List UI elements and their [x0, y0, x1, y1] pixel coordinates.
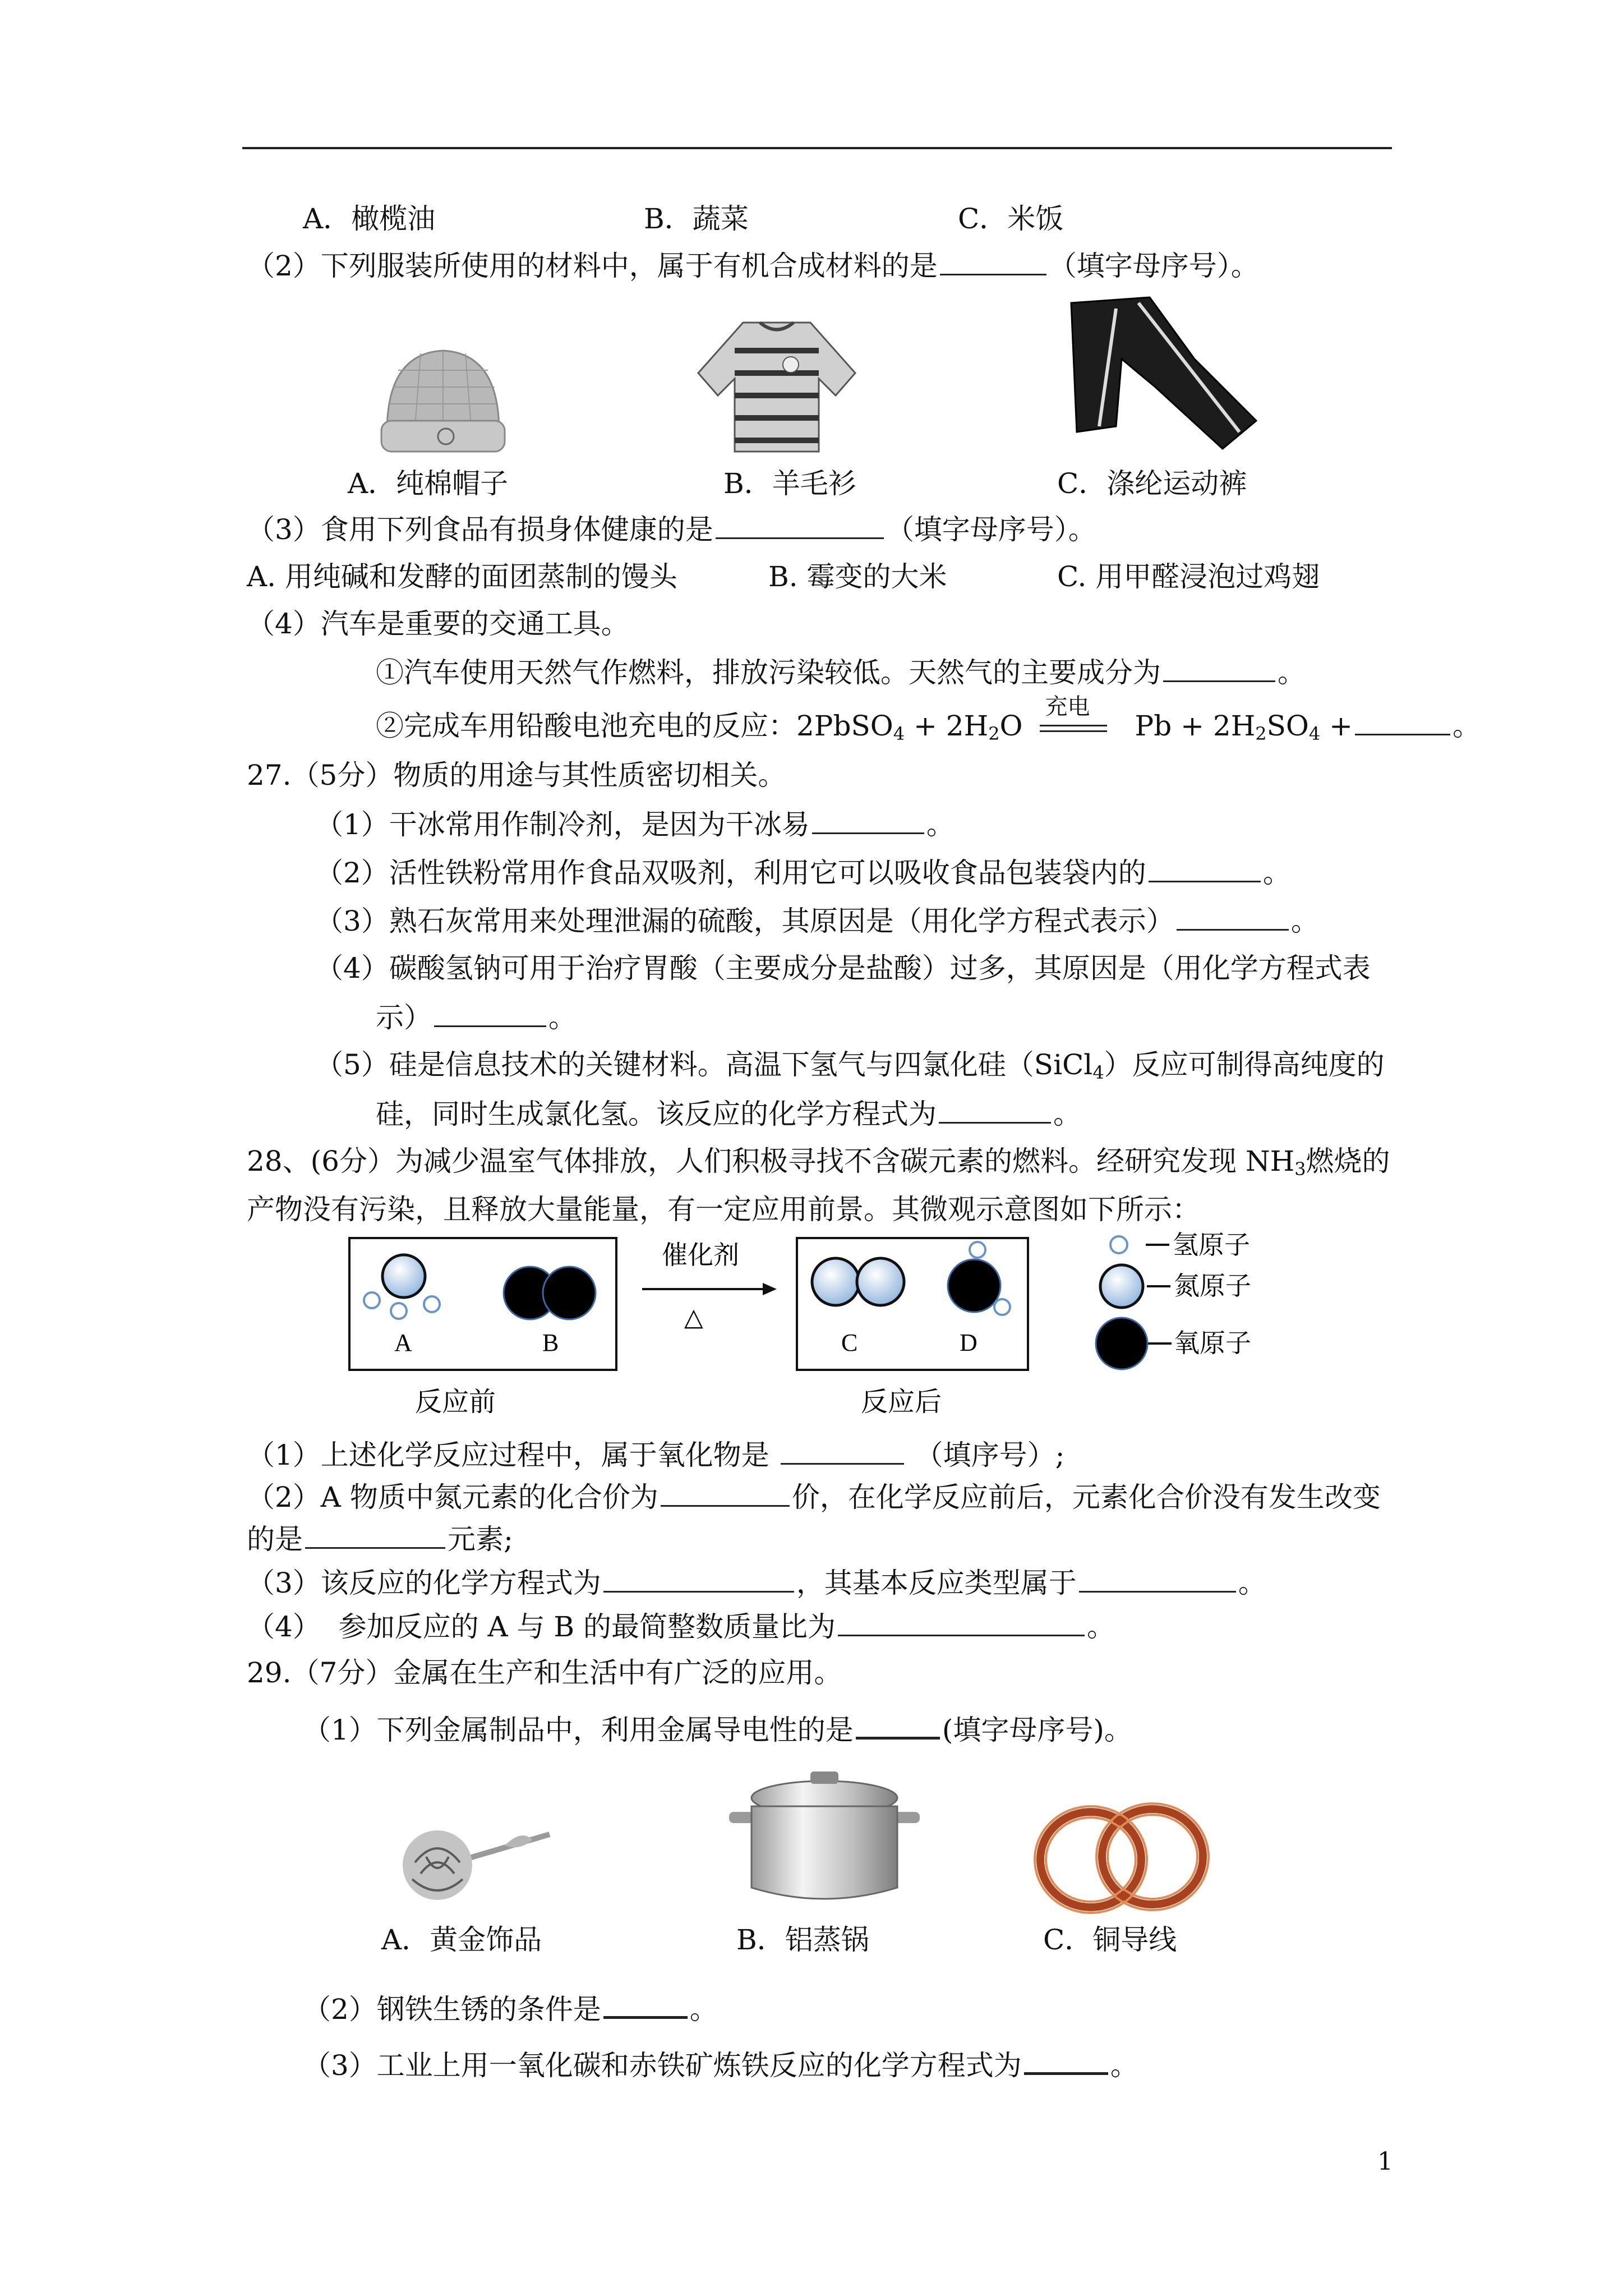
q26-part2: （2）下列服装所使用的材料中，属于有机合成材料的是 （填字母序号）。 [247, 247, 1259, 284]
q27-part3: （3）熟石灰常用来处理泄漏的硫酸，其原因是（用化学方程式表示） 。 [315, 902, 1319, 939]
option-rice: C．米饭 [958, 203, 1064, 235]
molecule-d-hydrogen-1 [970, 1242, 985, 1258]
q28-part2-line1: （2）A 物质中氮元素的化合价为 价，在化学反应前后，元素化合价没有发生改变 [247, 1478, 1381, 1515]
q29-part3: （3）工业上用一氧化碳和赤铁矿炼铁反应的化学方程式为 。 [303, 2045, 1138, 2083]
caption-wool-sweater: B．羊毛衫 [723, 467, 856, 500]
legend-nitrogen: 氮原子 [1174, 1271, 1251, 1301]
page-number: 1 [1377, 2147, 1393, 2176]
q26-part3-option-b: B. 霉变的大米 [768, 560, 947, 593]
q28-part2-line2: 的是 元素; [247, 1520, 513, 1557]
q26-part4: （4）汽车是重要的交通工具。 [247, 608, 629, 640]
q28-part1: （1）上述化学反应过程中，属于氧化物是 （填序号）; [247, 1436, 1064, 1473]
q26-part3: （3）食用下列食品有损身体健康的是 （填字母序号）。 [247, 510, 1096, 547]
option-olive-oil: A．橄榄油 [303, 203, 436, 235]
label-a: A [394, 1329, 412, 1356]
legend-nitrogen-icon [1100, 1265, 1143, 1308]
reaction-micro-diagram [345, 1226, 1298, 1433]
charging-arrow: 充电 [1034, 711, 1124, 745]
label-catalyst: 催化剂 [662, 1240, 739, 1270]
label-after: 反应后 [861, 1386, 942, 1418]
q26-part3-option-c: C. 用甲醛浸泡过鸡翅 [1057, 560, 1320, 593]
gold-rose-image [393, 1812, 555, 1907]
q28-part4: （4） 参加反应的 A 与 B 的最简整数质量比为 。 [247, 1608, 1115, 1645]
legend-oxygen: 氧原子 [1174, 1328, 1251, 1358]
q29-part2: （2）钢铁生锈的条件是 。 [303, 1989, 718, 2027]
label-heat: △ [684, 1303, 703, 1332]
wool-sweater-image [693, 311, 861, 457]
caption-aluminum-pot: B．铝蒸锅 [736, 1924, 869, 1956]
q29-part1: （1）下列金属制品中，利用金属导电性的是 (填字母序号)。 [303, 1710, 1132, 1748]
caption-cotton-hat: A．纯棉帽子 [348, 467, 509, 500]
copper-wire-image [1032, 1798, 1211, 1916]
label-b: B [542, 1329, 559, 1356]
caption-polyester-pants: C．涤纶运动裤 [1057, 467, 1247, 500]
molecule-a-hydrogen-2 [391, 1303, 407, 1319]
q26-part4-item1: ①汽车使用天然气作燃料，排放污染较低。天然气的主要成分为 。 [376, 654, 1306, 691]
molecule-d-hydrogen-2 [994, 1299, 1010, 1315]
q28-heading-line1: 28、(6分）为减少温室气体排放，人们积极寻找不含碳元素的燃料。经研究发现 $NH_3$燃烧的 [247, 1145, 1390, 1180]
q27-part4-line1: （4）碳酸氢钠可用于治疗胃酸（主要成分是盐酸）过多，其原因是（用化学方程式表 [315, 952, 1371, 984]
q29-heading: 29.（7分）金属在生产和生活中有广泛的应用。 [247, 1657, 842, 1689]
q28-part3: （3）该反应的化学方程式为 ，其基本反应类型属于 。 [247, 1564, 1266, 1601]
q27-part1: （1）干冰常用作制冷剂，是因为干冰易 。 [315, 806, 955, 843]
q27-part4-line2: 示） 。 [376, 999, 577, 1036]
molecule-d-oxygen [948, 1259, 1000, 1312]
legend-hydrogen: 氢原子 [1173, 1230, 1250, 1260]
caption-copper-wire: C．铜导线 [1043, 1924, 1177, 1956]
header-rule [242, 147, 1392, 149]
label-before: 反应前 [415, 1386, 496, 1418]
legend-oxygen-icon [1096, 1318, 1147, 1369]
option-vegetables: B．蔬菜 [644, 203, 749, 235]
molecule-a-hydrogen-1 [364, 1292, 380, 1308]
q27-part5-line1: （5）硅是信息技术的关键材料。高温下氢气与四氯化硅（SiCl$_4$）反应可制得高纯度的 [315, 1048, 1385, 1083]
molecule-c-nitrogen-1 [812, 1258, 859, 1305]
label-c: C [841, 1329, 858, 1356]
cotton-hat-image [376, 337, 510, 460]
q27-part5-line2: 硅，同时生成氯化氢。该反应的化学方程式为 。 [376, 1095, 1081, 1132]
molecule-a-hydrogen-3 [424, 1296, 440, 1312]
molecule-a-nitrogen [382, 1255, 425, 1297]
q26-part3-option-a: A. 用纯碱和发酵的面团蒸制的馒头 [247, 560, 677, 593]
aluminum-pot-image [726, 1767, 923, 1913]
q27-part2: （2）活性铁粉常用作食品双吸剂，利用它可以吸收食品包装袋内的 。 [315, 854, 1291, 891]
label-d: D [960, 1329, 978, 1356]
q27-heading: 27.（5分）物质的用途与其性质密切相关。 [247, 759, 786, 792]
q26-part4-item2: ②完成车用铅酸电池充电的反应：2PbSO$_4$ + $2H_2O$ 充电 $Pb + 2H_2SO_4$ + 。 [376, 694, 1481, 744]
legend-hydrogen-icon [1110, 1236, 1127, 1253]
molecule-c-nitrogen-2 [857, 1258, 904, 1305]
molecule-b-oxygen-2 [543, 1267, 596, 1319]
q28-heading-line2: 产物没有污染，且释放大量能量，有一定应用前景。其微观示意图如下所示： [247, 1193, 1200, 1226]
caption-gold-jewelry: A．黄金饰品 [381, 1924, 542, 1956]
polyester-pants-image [1054, 292, 1267, 454]
